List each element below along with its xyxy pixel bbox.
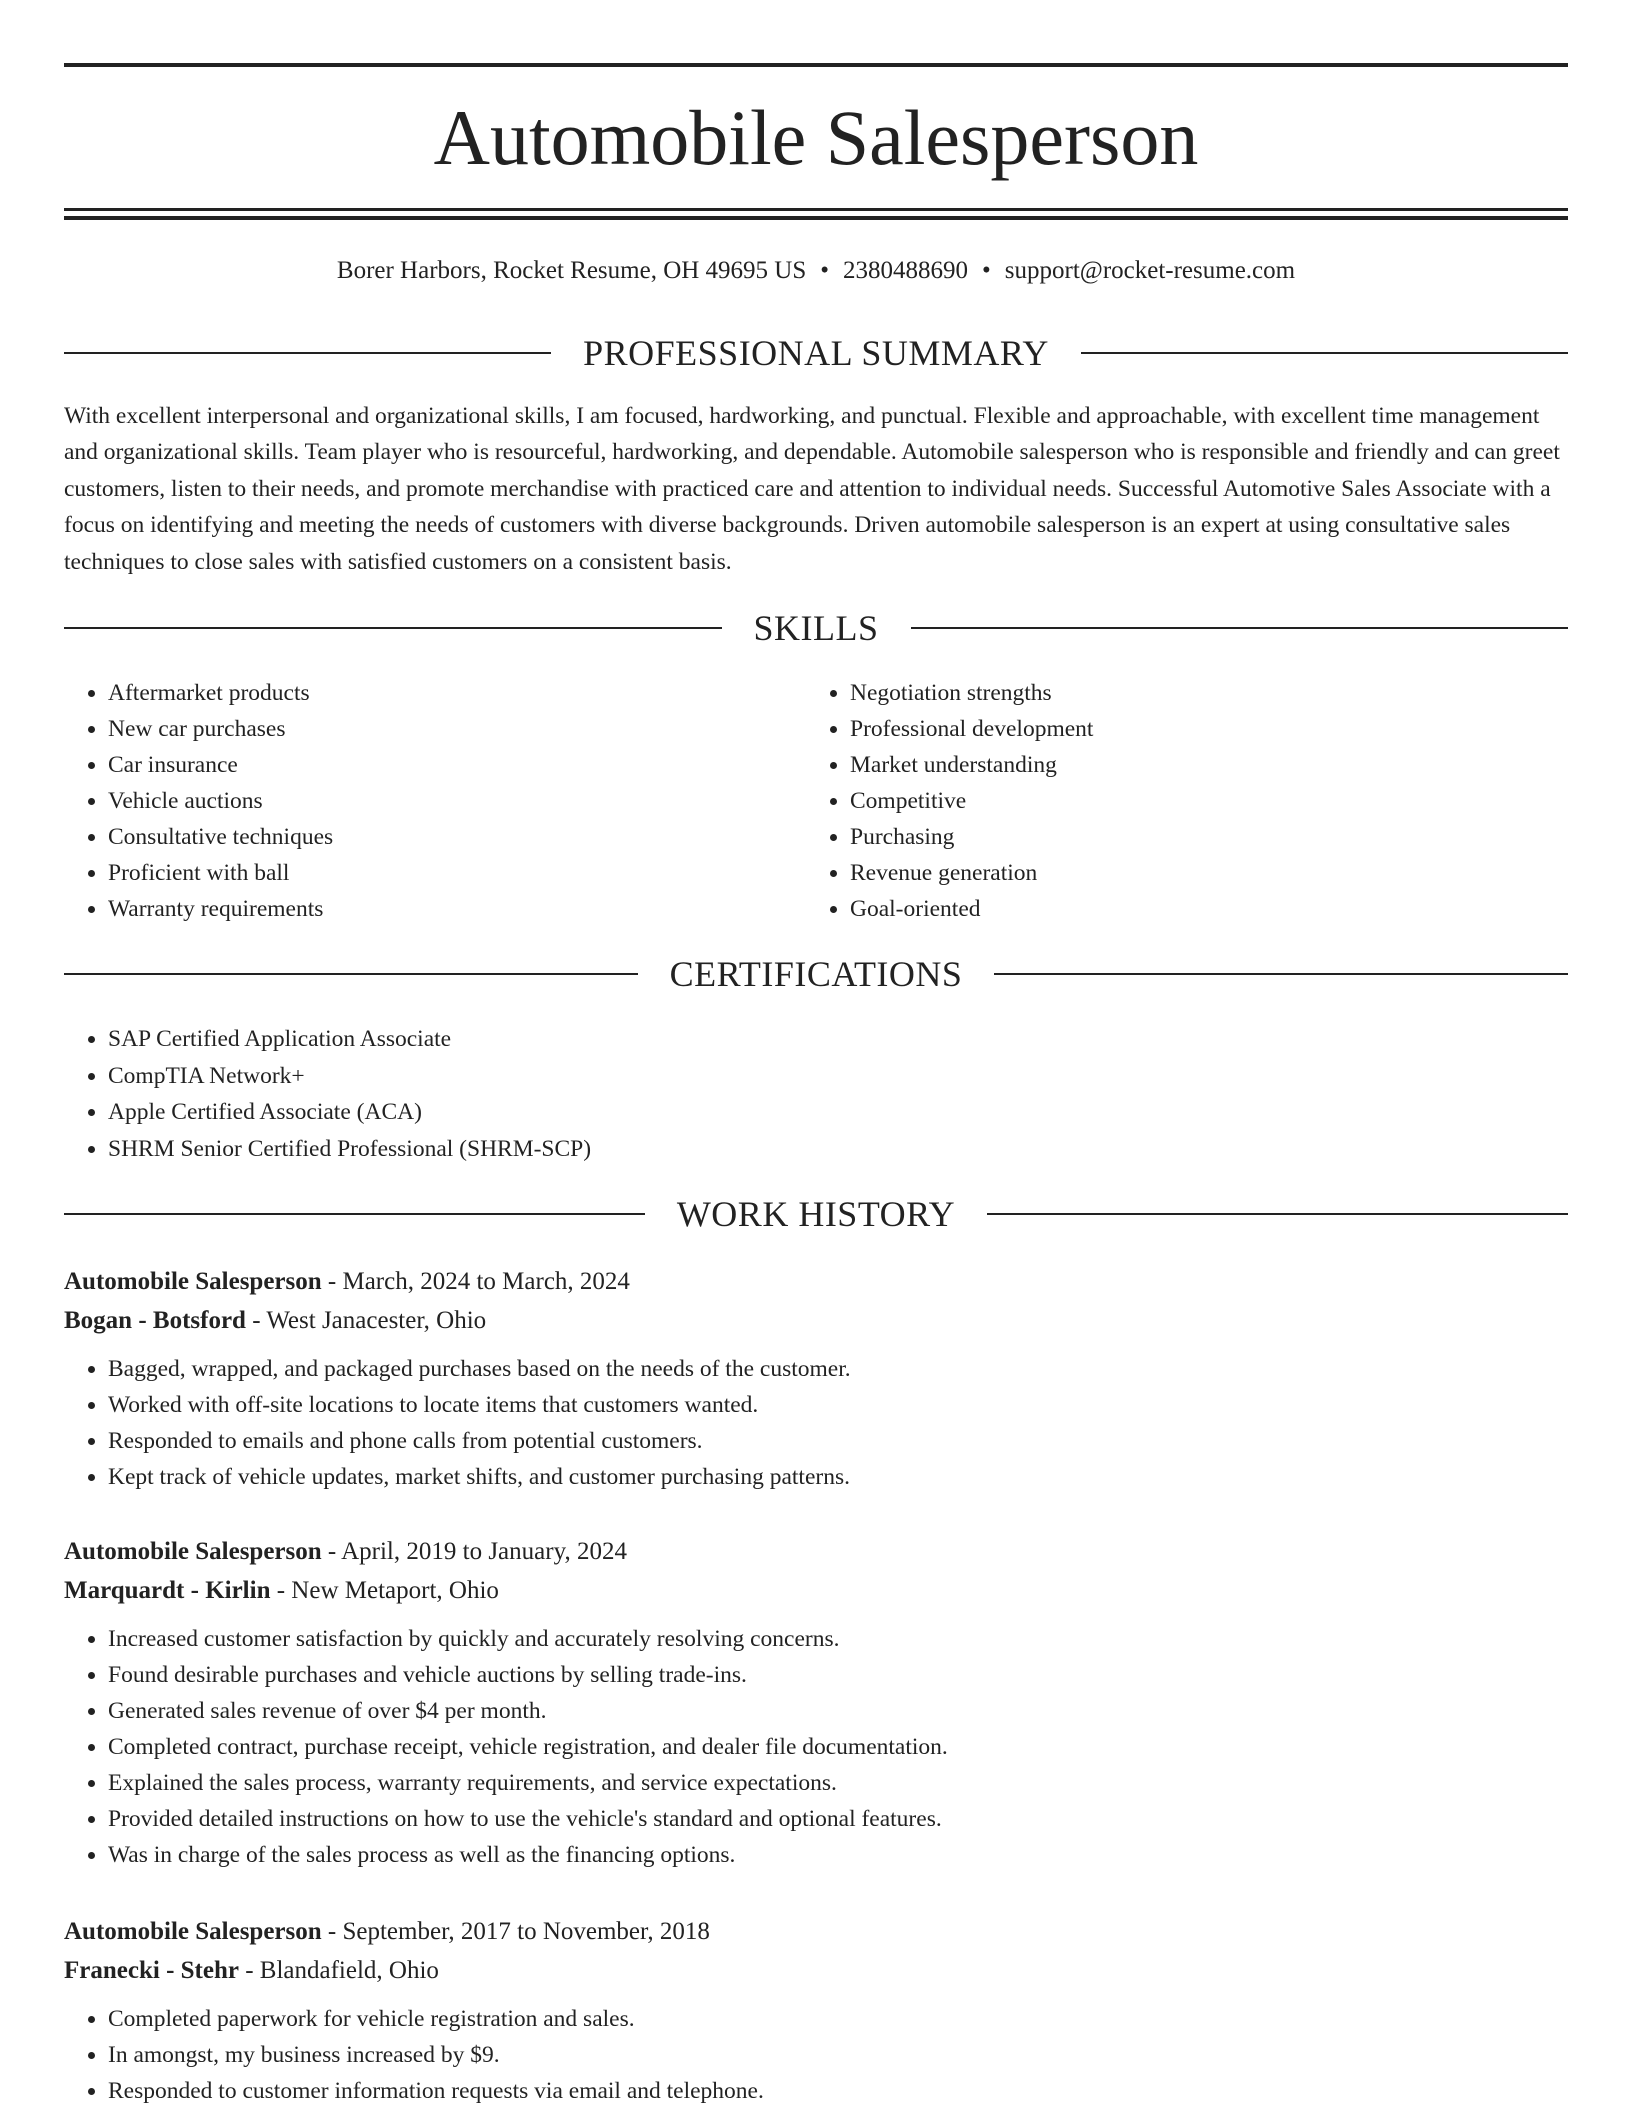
certification-item: • CompTIA Network+: [108, 1058, 1464, 1095]
skill-item: • Purchasing: [850, 819, 1506, 855]
job-company: Marquardt - Kirlin: [64, 1577, 271, 1604]
job-role: Automobile Salesperson: [64, 1918, 322, 1945]
skill-item: • New car purchases: [108, 711, 764, 747]
job-company: Franecki - Stehr: [64, 1957, 239, 1984]
job-duty: • Found desirable purchases and vehicle auctions by selling trade-ins.: [108, 1657, 1564, 1693]
top-rule: [64, 63, 1568, 67]
heading-rule-left: [64, 627, 722, 629]
job-location: - West Janacester, Ohio: [245, 1307, 487, 1334]
skill-item: • Vehicle auctions: [108, 783, 764, 819]
heading-rule-left: [64, 352, 551, 354]
contact-separator: •: [820, 257, 830, 284]
work-history-heading-label: WORK HISTORY: [676, 1194, 956, 1234]
skills-heading-label: SKILLS: [753, 608, 879, 648]
job-duty: • Responded to emails and phone calls from potential customers.: [108, 1423, 1564, 1459]
skill-item: • Market understanding: [850, 747, 1506, 783]
skill-item: • Professional development: [850, 711, 1506, 747]
job-dates: - April, 2019 to January, 2024: [321, 1538, 627, 1565]
certification-item: • Apple Certified Associate (ACA): [108, 1094, 1464, 1131]
job-entry: [64, 1262, 1564, 1495]
job-duty: • Bagged, wrapped, and packaged purchases based on the needs of the customer.: [108, 1351, 1564, 1387]
page-title: Automobile Salesperson: [433, 94, 1199, 181]
work-history-heading: [64, 1191, 1568, 1237]
job-duty: • Provided detailed instructions on how to use the vehicle's standard and optional features.: [108, 1801, 1564, 1837]
contact-separator: •: [982, 257, 991, 284]
job-company-line: [64, 1301, 1564, 1340]
job-location: - Blandafield, Ohio: [238, 1957, 439, 1984]
job-role: Automobile Salesperson: [64, 1538, 322, 1565]
job-company: Bogan - Botsford: [64, 1307, 246, 1334]
job-company-line: [64, 1951, 1564, 1990]
skills-list-right: [806, 675, 1506, 927]
summary-text: With excellent interpersonal and organizational skills, I am focused, hardworking, and punctual. Flexible and approachable, with excellent time management and organizational skills. Team player who is resourceful, hardworking, and dependable. Automobile salesperson who is responsible and friendly and can greet customers, listen to their needs, and promote merchandise with practiced care and attention to individual needs. Successful Automotive Sales Associate with a focus on identifying and meeting the needs of customers with diverse backgrounds. Driven automobile salesperson is an expert at using consultative sales techniques to close sales with satisfied customers on a consistent basis.: [64, 403, 1560, 575]
heading-rule-left: [64, 973, 638, 975]
heading-rule-right: [987, 1213, 1568, 1215]
job-duty: • In amongst, my business increased by $9.: [108, 2037, 1564, 2073]
job-duty: • Responded to customer information requests via email and telephone.: [108, 2073, 1564, 2109]
job-duties-list: [64, 1621, 1564, 1873]
skill-item: • Aftermarket products: [108, 675, 764, 711]
job-duty: • Increased customer satisfaction by quickly and accurately resolving concerns.: [108, 1621, 1564, 1657]
job-dates: - March, 2024 to March, 2024: [321, 1268, 630, 1295]
job-duty: • Was in charge of the sales process as well as the financing options.: [108, 1837, 1564, 1873]
job-role: Automobile Salesperson: [64, 1268, 322, 1295]
skill-item: • Proficient with ball: [108, 855, 764, 891]
contact-line: [64, 254, 1568, 288]
heading-rule-right: [1081, 352, 1568, 354]
job-entry: [64, 1912, 1564, 2109]
job-company-line: [64, 1571, 1564, 1610]
skill-item: • Negotiation strengths: [850, 675, 1506, 711]
job-title-line: [64, 1532, 1564, 1571]
job-duties-list: [64, 1351, 1564, 1495]
certifications-heading-label: CERTIFICATIONS: [669, 954, 963, 994]
skill-item: • Competitive: [850, 783, 1506, 819]
title-rule-upper: [64, 208, 1568, 211]
job-duty: • Completed contract, purchase receipt, vehicle registration, and dealer file documentation.: [108, 1729, 1564, 1765]
contact-email[interactable]: support@rocket-resume.com: [1004, 257, 1296, 284]
job-duty: • Completed paperwork for vehicle registration and sales.: [108, 2001, 1564, 2037]
skill-item: • Consultative techniques: [108, 819, 764, 855]
certification-item: • SAP Certified Application Associate: [108, 1021, 1464, 1058]
certifications-list: [64, 1021, 1464, 1167]
certifications-heading: [64, 951, 1568, 997]
heading-rule-right: [911, 627, 1569, 629]
skills-column-right: [806, 675, 1506, 927]
skill-item: • Car insurance: [108, 747, 764, 783]
job-title-line: [64, 1262, 1564, 1301]
job-duty: • Explained the sales process, warranty requirements, and service expectations.: [108, 1765, 1564, 1801]
heading-rule-left: [64, 1213, 645, 1215]
contact-phone: 2380488690: [843, 257, 969, 284]
job-entry: [64, 1532, 1564, 1873]
job-duties-list: [64, 2001, 1564, 2109]
summary-heading-label: PROFESSIONAL SUMMARY: [583, 333, 1049, 373]
heading-rule-right: [994, 973, 1568, 975]
job-dates: - September, 2017 to November, 2018: [321, 1918, 710, 1945]
contact-address: Borer Harbors, Rocket Resume, OH 49695 US: [336, 257, 807, 284]
job-duty: • Worked with off-site locations to locate items that customers wanted.: [108, 1387, 1564, 1423]
summary-heading: [64, 330, 1568, 376]
certifications-block: [64, 1021, 1464, 1167]
skill-item: • Revenue generation: [850, 855, 1506, 891]
skill-item: • Goal-oriented: [850, 891, 1506, 927]
skills-list-left: [64, 675, 764, 927]
job-location: - New Metaport, Ohio: [270, 1577, 499, 1604]
skills-column-left: [64, 675, 764, 927]
job-duty: • Kept track of vehicle updates, market shifts, and customer purchasing patterns.: [108, 1459, 1564, 1495]
job-duty: • Generated sales revenue of over $4 per month.: [108, 1693, 1564, 1729]
title-rule-lower: [64, 216, 1568, 220]
job-title-line: [64, 1912, 1564, 1951]
skills-heading: [64, 605, 1568, 651]
skill-item: • Warranty requirements: [108, 891, 764, 927]
certification-item: • SHRM Senior Certified Professional (SHRM-SCP): [108, 1131, 1464, 1168]
